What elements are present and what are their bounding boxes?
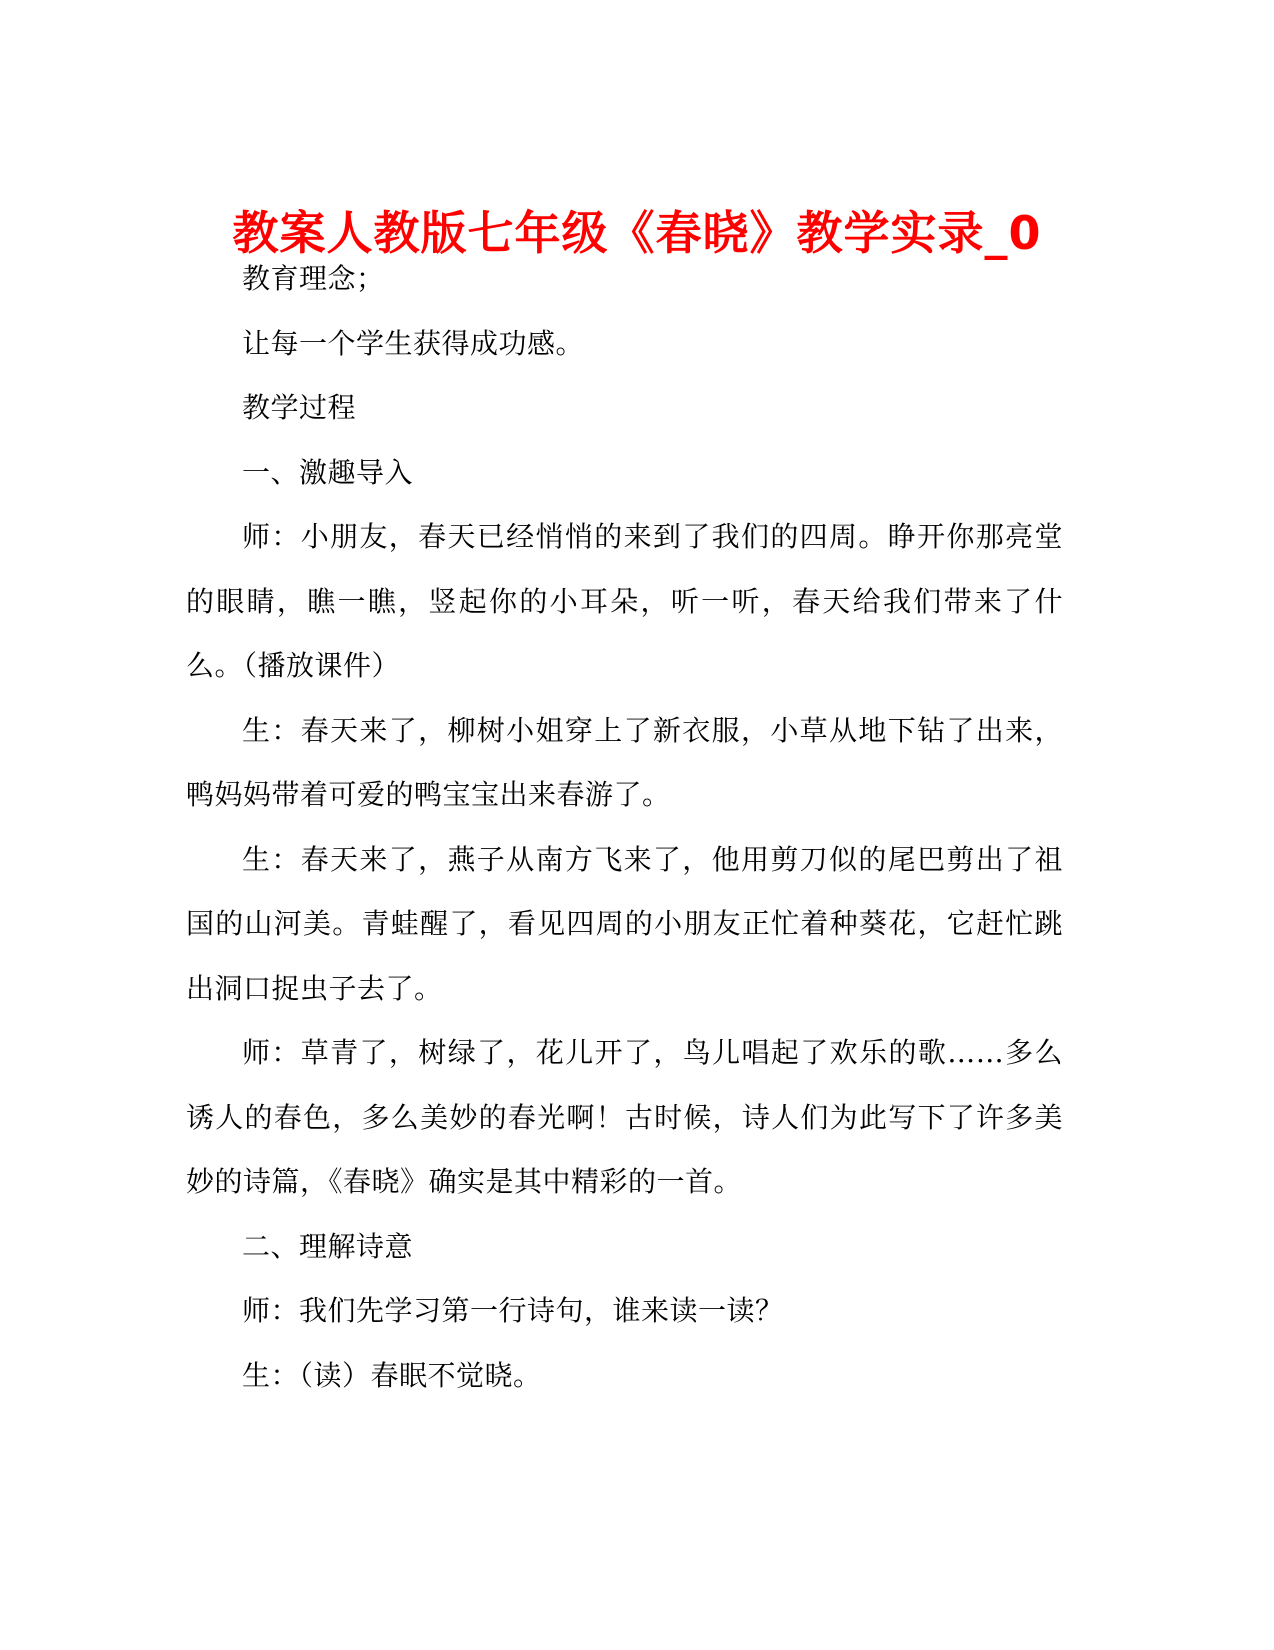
- paragraph-teacher-1: 师：小朋友，春天已经悄悄的来到了我们的四周。睁开你那亮堂的眼睛，瞧一瞧，竖起你的小耳朵，听一听，春天给我们带来了什么。（播放课件）: [186, 520, 1063, 682]
- section-heading-intro: 一、激趣导入: [242, 455, 414, 489]
- paragraph-process-heading: 教学过程: [242, 391, 357, 424]
- paragraph-student-2: 生：春天来了，燕子从南方飞来了，他用剪刀似的尾巴剪出了祖国的山河美。青蛙醒了，看见四周的小朋友正忙着种葵花，它赶忙跳出洞口捉虫子去了。: [186, 842, 1063, 1005]
- paragraph-student-3: 生：（读）春眠不觉晓。: [242, 1358, 542, 1392]
- paragraph-student-1: 生：春天来了，柳树小姐穿上了新衣服，小草从地下钻了出来，鸭妈妈带着可爱的鸭宝宝出来春游了。: [186, 713, 1063, 811]
- document-title: 教案人教版七年级《春晓》教学实录_0: [232, 205, 1042, 260]
- section-heading-understanding: 二、理解诗意: [242, 1229, 414, 1263]
- paragraph-philosophy-heading: 教育理念；: [242, 262, 385, 295]
- paragraph-teacher-2: 师：草青了，树绿了，花儿开了，鸟儿唱起了欢乐的歌……多么诱人的春色，多么美妙的春光啊！古时候，诗人们为此写下了许多美妙的诗篇，《春晓》确实是其中精彩的一首。: [186, 1036, 1063, 1198]
- paragraph-teacher-3: 师：我们先学习第一行诗句，谁来读一读？: [242, 1294, 784, 1327]
- paragraph-philosophy: 让每一个学生获得成功感。: [242, 326, 585, 360]
- document-body: [186, 247, 1063, 1408]
